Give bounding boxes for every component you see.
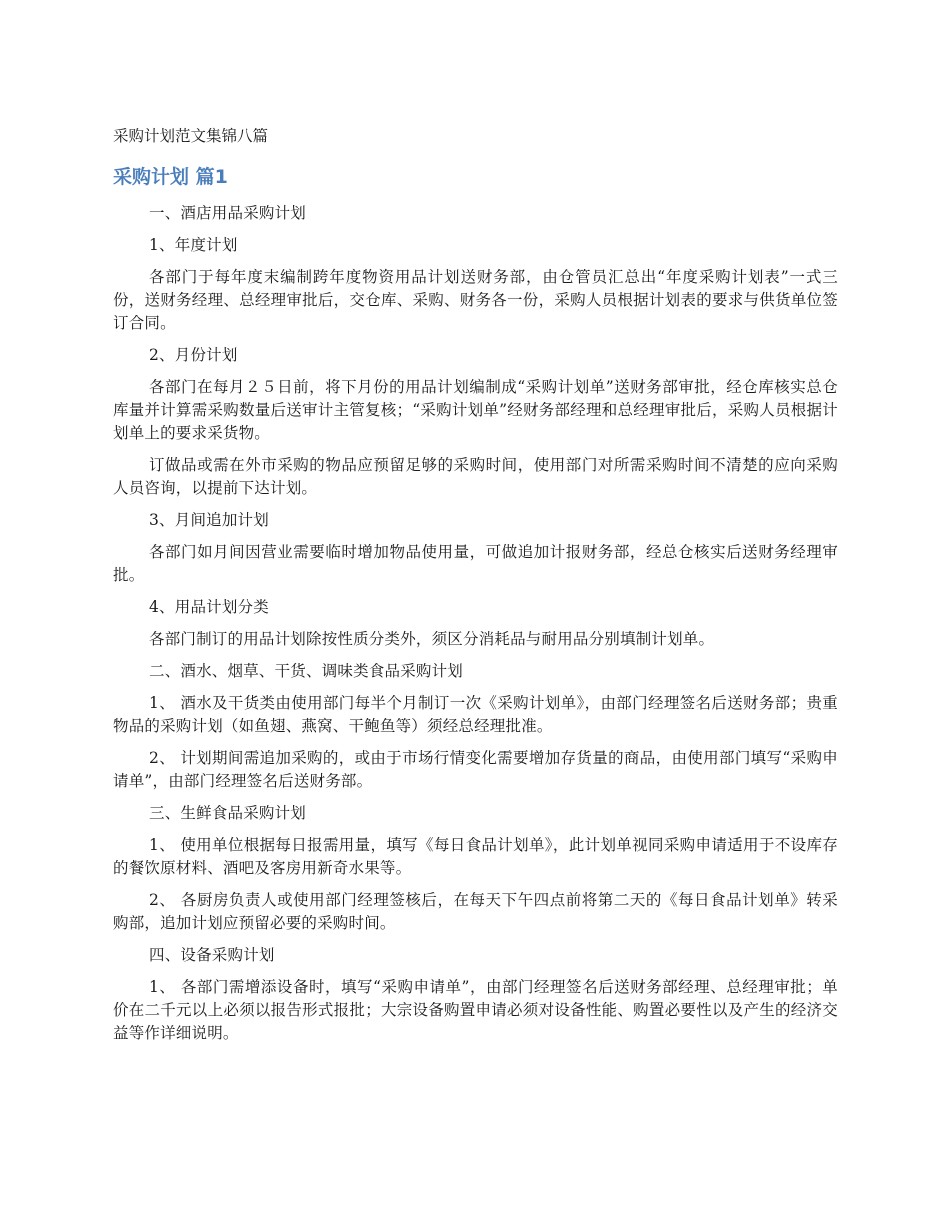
paragraph-subheading: 4、用品计划分类: [149, 598, 269, 616]
document-body: [113, 202, 838, 1054]
paragraph-subheading: 1、年度计划: [149, 236, 238, 254]
paragraph-heading-1: 一、酒店用品采购计划: [149, 204, 307, 222]
paragraph-subheading: 2、月份计划: [149, 346, 238, 364]
paragraph: 订做品或需在外市采购的物品应预留足够的采购时间，使用部门对所需采购时间不清楚的应向采购人员咨询，以提前下达计划。: [113, 456, 838, 497]
paragraph: 各部门制订的用品计划除按性质分类外，须区分消耗品与耐用品分别填制计划单。: [149, 630, 715, 648]
paragraph-subheading: 3、月间追加计划: [149, 511, 269, 529]
paragraph: 2、 各厨房负责人或使用部门经理签核后，在每天下午四点前将第二天的《每日食品计划单》转采购部，追加计划应预留必要的采购时间。: [113, 891, 838, 932]
paragraph: 各部门在每月２５日前，将下月份的用品计划编制成“采购计划单”送财务部审批，经仓库核实总仓库量并计算需采购数量后送审计主管复核；“采购计划单”经财务部经理和总经理审批后，采购人员根据计划单上的要求采货物。: [113, 378, 838, 442]
section-heading: 采购计划 篇1: [113, 166, 228, 188]
paragraph-heading-2: 二、酒水、烟草、干货、调味类食品采购计划: [149, 662, 464, 680]
paragraph: 各部门于每年度末编制跨年度物资用品计划送财务部，由仓管员汇总出“年度采购计划表”一式三份，送财务经理、总经理审批后，交仓库、采购、财务各一份，采购人员根据计划表的要求与供货单位签订合同。: [113, 268, 838, 332]
paragraph-heading-4: 四、设备采购计划: [149, 946, 275, 964]
paragraph-heading-3: 三、生鲜食品采购计划: [149, 804, 307, 822]
paragraph: 1、 各部门需增添设备时，填写“采购申请单”，由部门经理签名后送财务部经理、总经理审批；单价在二千元以上必须以报告形式报批；大宗设备购置申请必须对设备性能、购置必要性以及产生的经济交益等作详细说明。: [113, 978, 838, 1042]
paragraph: 1、 使用单位根据每日报需用量，填写《每日食品计划单》，此计划单视同采购申请适用于不设库存的餐饮原材料、酒吧及客房用新奇水果等。: [113, 836, 838, 877]
paragraph: 各部门如月间因营业需要临时增加物品使用量，可做追加计报财务部，经总仓核实后送财务经理审批。: [113, 543, 838, 584]
document-title: 采购计划范文集锦八篇: [113, 127, 269, 145]
paragraph: 1、 酒水及干货类由使用部门每半个月制订一次《采购计划单》，由部门经理签名后送财务部；贵重物品的采购计划（如鱼翅、燕窝、干鲍鱼等）须经总经理批准。: [113, 694, 838, 735]
paragraph: 2、 计划期间需追加采购的，或由于市场行情变化需要增加存货量的商品，由使用部门填写“采购申请单”，由部门经理签名后送财务部。: [113, 749, 838, 790]
